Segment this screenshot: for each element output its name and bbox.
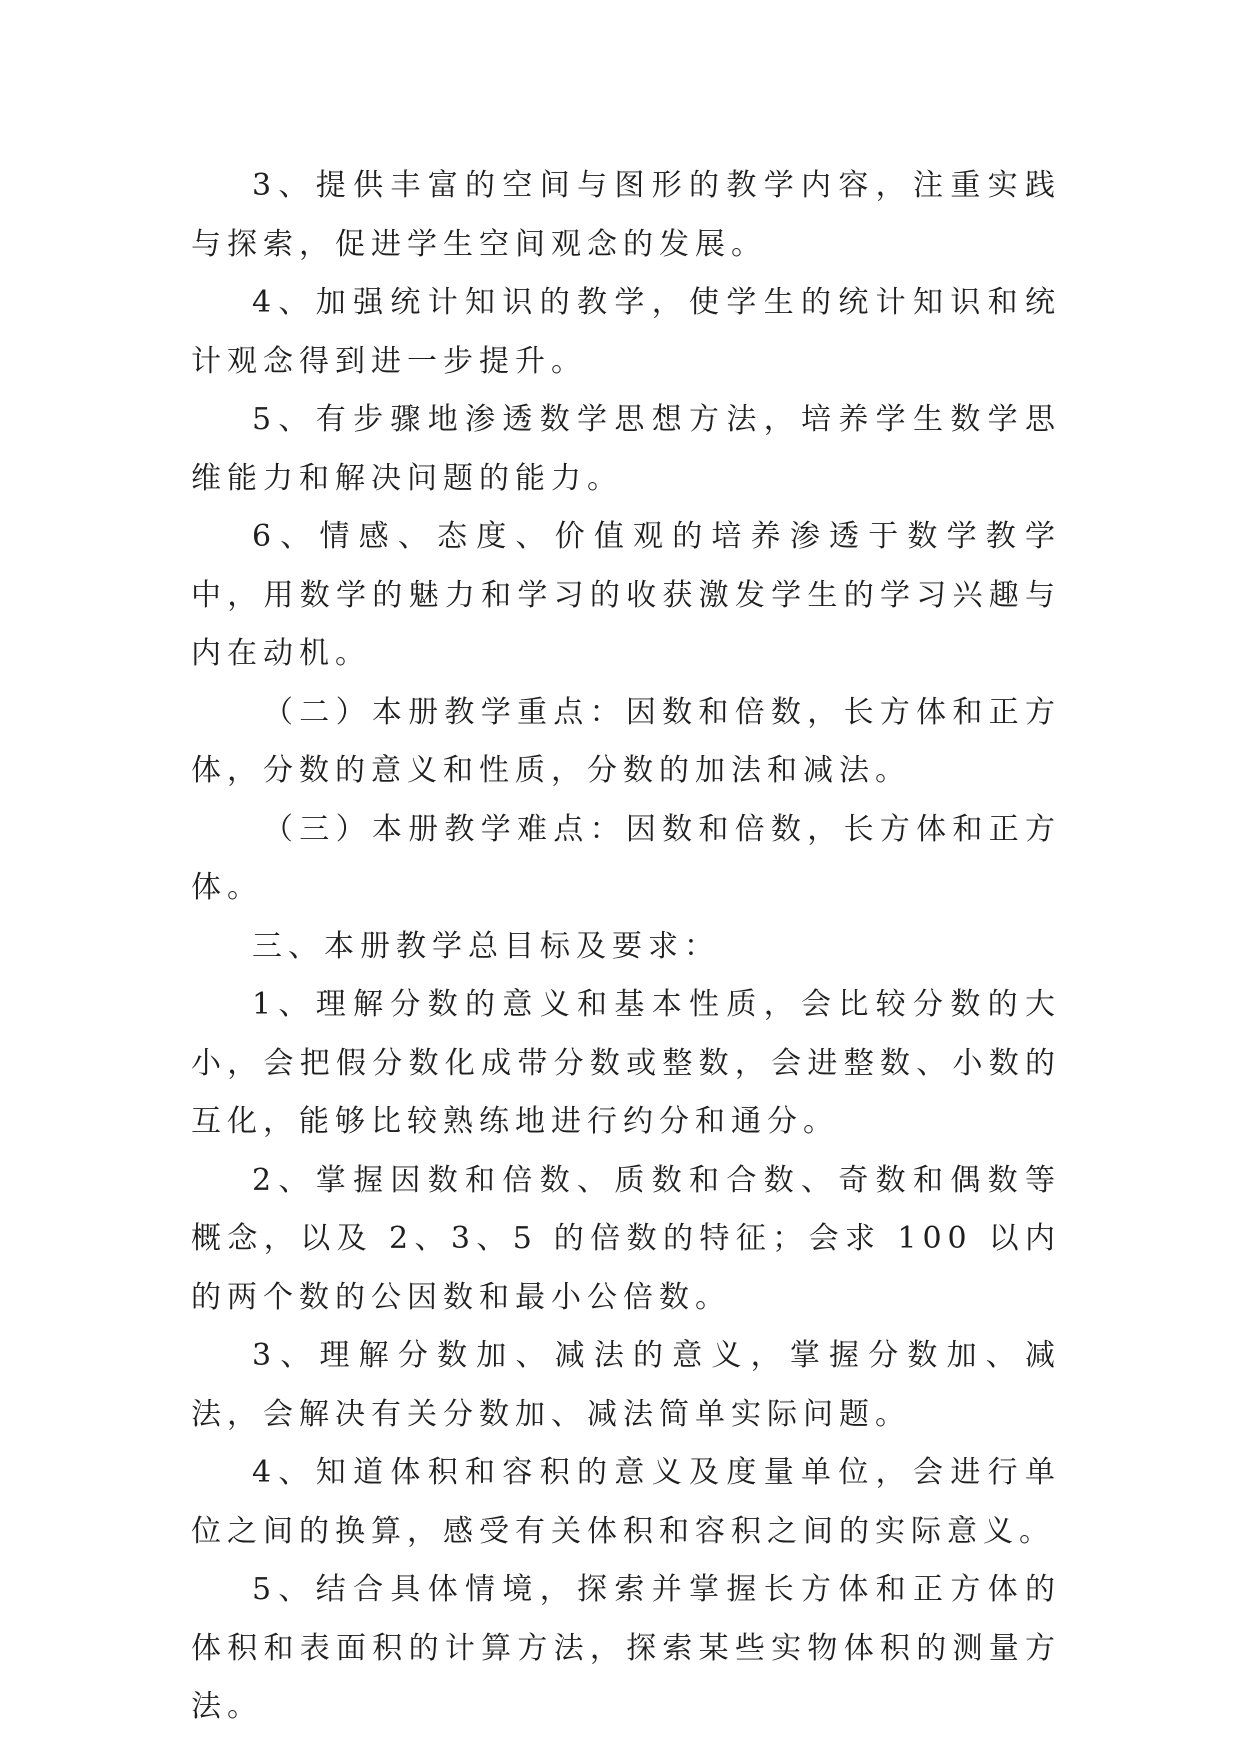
paragraph-statistics: 4、加强统计知识的教学，使学生的统计知识和统计观念得到进一步提升。 bbox=[191, 285, 1061, 379]
paragraph-spatial-geometry: 3、提供丰富的空间与图形的教学内容，注重实践与探索，促进学生空间观念的发展。 bbox=[191, 168, 1061, 262]
paragraph-difficult-points: （三）本册教学难点：因数和倍数，长方体和正方体。 bbox=[191, 811, 1061, 905]
section-heading-goals: 三、本册教学总目标及要求： bbox=[252, 928, 720, 964]
paragraph-goal-fraction-addition: 3、理解分数加、减法的意义，掌握分数加、减法，会解决有关分数加、减法简单实际问题。 bbox=[191, 1338, 1061, 1432]
paragraph-key-points: （二）本册教学重点：因数和倍数，长方体和正方体，分数的意义和性质，分数的加法和减法。 bbox=[191, 694, 1061, 788]
document-body bbox=[191, 157, 1061, 1737]
paragraph-goal-factors-multiples: 2、掌握因数和倍数、质数和合数、奇数和偶数等概念，以及 2、3、5 的倍数的特征；会求 100 以内的两个数的公因数和最小公倍数。 bbox=[191, 1162, 1061, 1315]
paragraph-math-thinking: 5、有步骤地渗透数学思想方法，培养学生数学思维能力和解决问题的能力。 bbox=[191, 402, 1061, 496]
paragraph-goal-fractions: 1、理解分数的意义和基本性质，会比较分数的大小，会把假分数化成带分数或整数，会进整数、小数的互化，能够比较熟练地进行约分和通分。 bbox=[191, 987, 1061, 1139]
paragraph-goal-cuboid-cube: 5、结合具体情境，探索并掌握长方体和正方体的体积和表面积的计算方法，探索某些实物体积的测量方法。 bbox=[191, 1572, 1061, 1724]
paragraph-goal-volume: 4、知道体积和容积的意义及度量单位，会进行单位之间的换算，感受有关体积和容积之间的实际意义。 bbox=[191, 1455, 1061, 1549]
paragraph-emotion-values: 6、情感、态度、价值观的培养渗透于数学教学中，用数学的魅力和学习的收获激发学生的学习兴趣与内在动机。 bbox=[191, 519, 1061, 671]
